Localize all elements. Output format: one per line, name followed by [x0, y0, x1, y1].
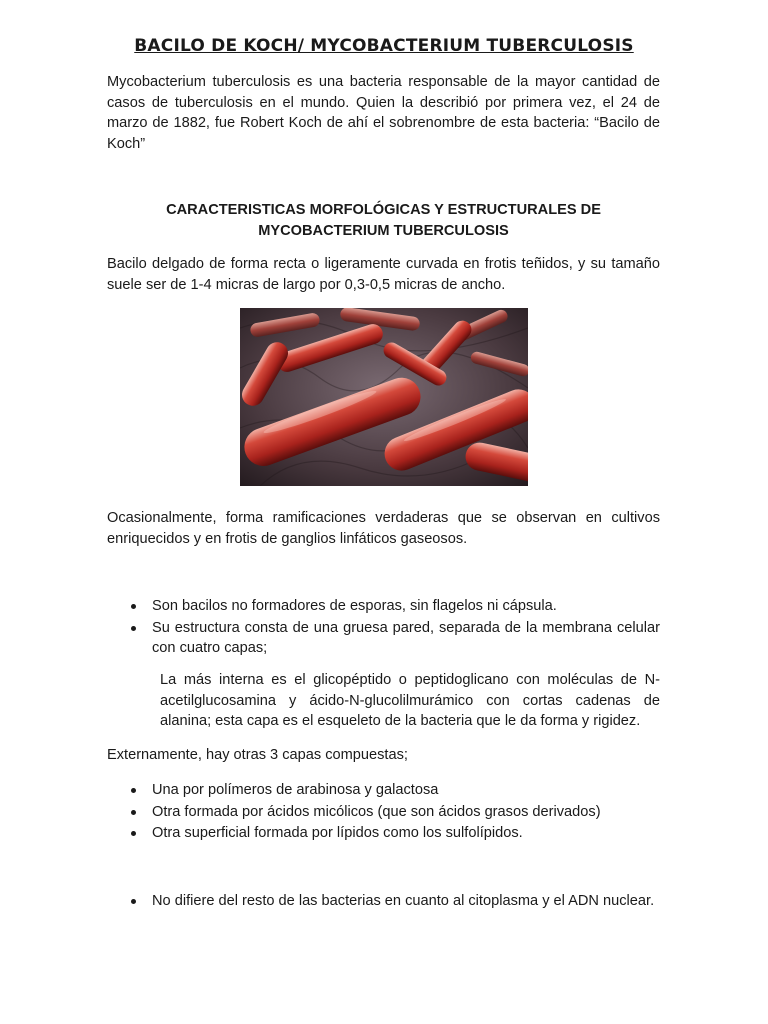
- list-item: Son bacilos no formadores de esporas, sin flagelos ni cápsula.: [107, 596, 660, 617]
- inner-layer-paragraph: La más interna es el glicopéptido o peptidoglicano con moléculas de N-acetilglucosamina y ácido-N-glucolilmurámico con cortas cadenas de alanina; esta capa es el esqueleto de la bacteria que le da forma y rigidez.: [160, 672, 660, 729]
- list-item: Su estructura consta de una gruesa pared, separada de la membrana celular con cuatro capas;: [107, 618, 660, 659]
- structure-bullet-list: [107, 596, 660, 660]
- cytoplasm-bullet-list: [107, 891, 660, 913]
- bacteria-illustration-svg: [240, 308, 528, 486]
- section-title-line-2: MYCOBACTERIUM TUBERCULOSIS: [258, 222, 509, 239]
- list-item: Otra superficial formada por lípidos como los sulfolípidos.: [107, 823, 660, 844]
- size-paragraph: Bacilo delgado de forma recta o ligeramente curvada en frotis teñidos, y su tamaño suele ser de 1-4 micras de largo por 0,3-0,5 micras de ancho.: [107, 256, 660, 293]
- document-title: BACILO DE KOCH/ MYCOBACTERIUM TUBERCULOSIS: [134, 36, 634, 56]
- section-title-line-1: CARACTERISTICAS MORFOLÓGICAS Y ESTRUCTURALES DE: [166, 202, 601, 218]
- section-title: [107, 200, 660, 241]
- external-layers-list: [107, 780, 660, 845]
- list-item: No difiere del resto de las bacterias en cuanto al citoplasma y el ADN nuclear.: [107, 891, 660, 912]
- list-item: Una por polímeros de arabinosa y galactosa: [107, 780, 660, 801]
- list-item: Otra formada por ácidos micólicos (que son ácidos grasos derivados): [107, 802, 660, 823]
- bacteria-illustration: [240, 308, 528, 486]
- ramification-paragraph: Ocasionalmente, forma ramificaciones verdaderas que se observan en cultivos enriquecidos y en frotis de ganglios linfáticos gaseosos.: [107, 510, 660, 547]
- intro-paragraph: Mycobacterium tuberculosis es una bacteria responsable de la mayor cantidad de casos de tuberculosis en el mundo. Quien la describió por primera vez, el 24 de marzo de 1882, fue Robert Koch de ahí el sobrenombre de esta bacteria: “Bacilo de Koch”: [107, 74, 660, 152]
- external-layers-paragraph: Externamente, hay otras 3 capas compuestas;: [107, 747, 408, 763]
